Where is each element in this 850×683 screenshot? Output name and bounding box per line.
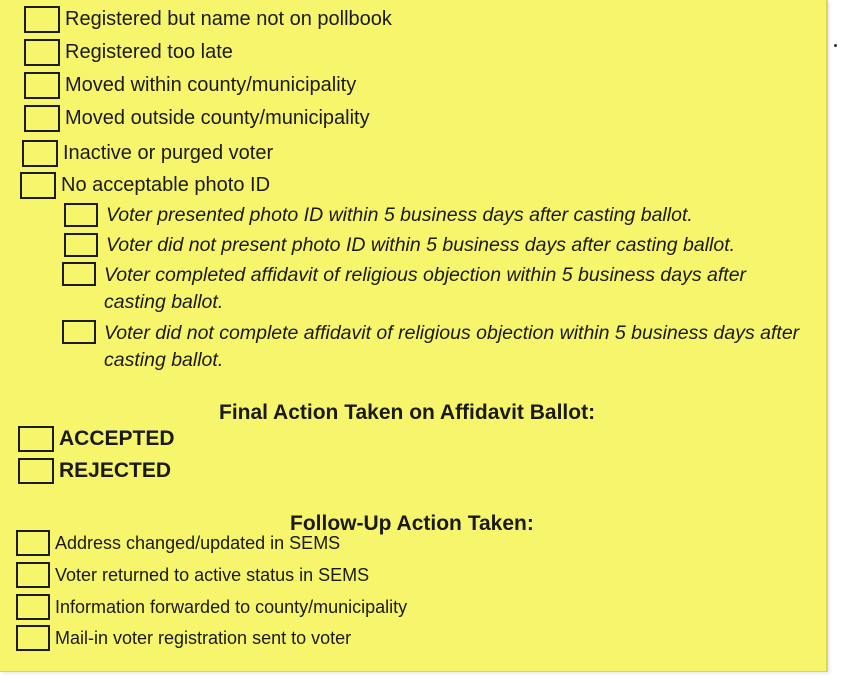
follow-up-checkbox[interactable]	[16, 562, 50, 588]
reason-item-no-photo-id	[20, 172, 270, 199]
photo-id-option-label: Voter did not complete affidavit of religious objection within 5 business days after casting ballot.	[104, 322, 800, 371]
follow-up-checkbox[interactable]	[16, 594, 50, 620]
reason-label: No acceptable photo ID	[61, 174, 271, 196]
reason-item-not-on-pollbook	[24, 6, 392, 33]
final-action-rejected	[18, 458, 171, 484]
reason-label: Inactive or purged voter	[63, 142, 274, 164]
follow-up-mail-in-sent	[16, 625, 351, 651]
reason-label: Registered but name not on pollbook	[65, 8, 392, 30]
follow-up-active-status	[16, 562, 369, 588]
photo-id-option-affidavit-completed	[62, 262, 804, 316]
reason-item-moved-within	[24, 72, 356, 99]
reason-checkbox[interactable]	[24, 6, 60, 33]
follow-up-label: Mail-in voter registration sent to voter	[55, 627, 352, 648]
photo-id-checkbox[interactable]	[62, 320, 96, 344]
reason-checkbox[interactable]	[20, 172, 56, 199]
reason-checkbox[interactable]	[24, 72, 60, 99]
follow-up-label: Address changed/updated in SEMS	[55, 532, 341, 553]
follow-up-label: Voter returned to active status in SEMS	[55, 564, 370, 585]
photo-id-checkbox[interactable]	[64, 203, 98, 227]
stray-mark	[834, 44, 837, 47]
final-action-label: REJECTED	[59, 459, 172, 482]
photo-id-option-affidavit-not-completed	[62, 320, 804, 374]
photo-id-option-label: Voter presented photo ID within 5 business days after casting ballot.	[106, 203, 693, 226]
reason-item-inactive-purged	[22, 140, 273, 167]
photo-id-option-label: Voter did not present photo ID within 5 business days after casting ballot.	[106, 233, 736, 256]
final-action-label: ACCEPTED	[59, 427, 175, 450]
final-action-checkbox[interactable]	[18, 458, 54, 484]
reason-label: Moved within county/municipality	[65, 74, 357, 96]
reason-checkbox[interactable]	[22, 140, 58, 167]
photo-id-option-not-presented	[64, 233, 735, 257]
follow-up-checkbox[interactable]	[16, 625, 50, 651]
final-action-accepted	[18, 426, 175, 452]
photo-id-option-presented	[64, 203, 693, 227]
final-action-checkbox[interactable]	[18, 426, 54, 452]
follow-up-label: Information forwarded to county/municipality	[55, 596, 408, 617]
photo-id-option-label: Voter completed affidavit of religious objection within 5 business days after casting ballot.	[104, 264, 747, 313]
reason-checkbox[interactable]	[24, 105, 60, 132]
reason-label: Registered too late	[65, 41, 233, 63]
follow-up-checkbox[interactable]	[16, 530, 50, 556]
follow-up-heading: Follow-Up Action Taken:	[290, 512, 534, 535]
reason-checkbox[interactable]	[24, 39, 60, 66]
follow-up-info-forwarded	[16, 594, 407, 620]
reason-label: Moved outside county/municipality	[65, 107, 370, 129]
photo-id-checkbox[interactable]	[62, 262, 96, 286]
reason-item-moved-outside	[24, 105, 370, 132]
reason-item-registered-too-late	[24, 39, 233, 66]
final-action-heading: Final Action Taken on Affidavit Ballot:	[219, 401, 596, 424]
follow-up-address-changed	[16, 530, 340, 556]
photo-id-checkbox[interactable]	[64, 233, 98, 257]
